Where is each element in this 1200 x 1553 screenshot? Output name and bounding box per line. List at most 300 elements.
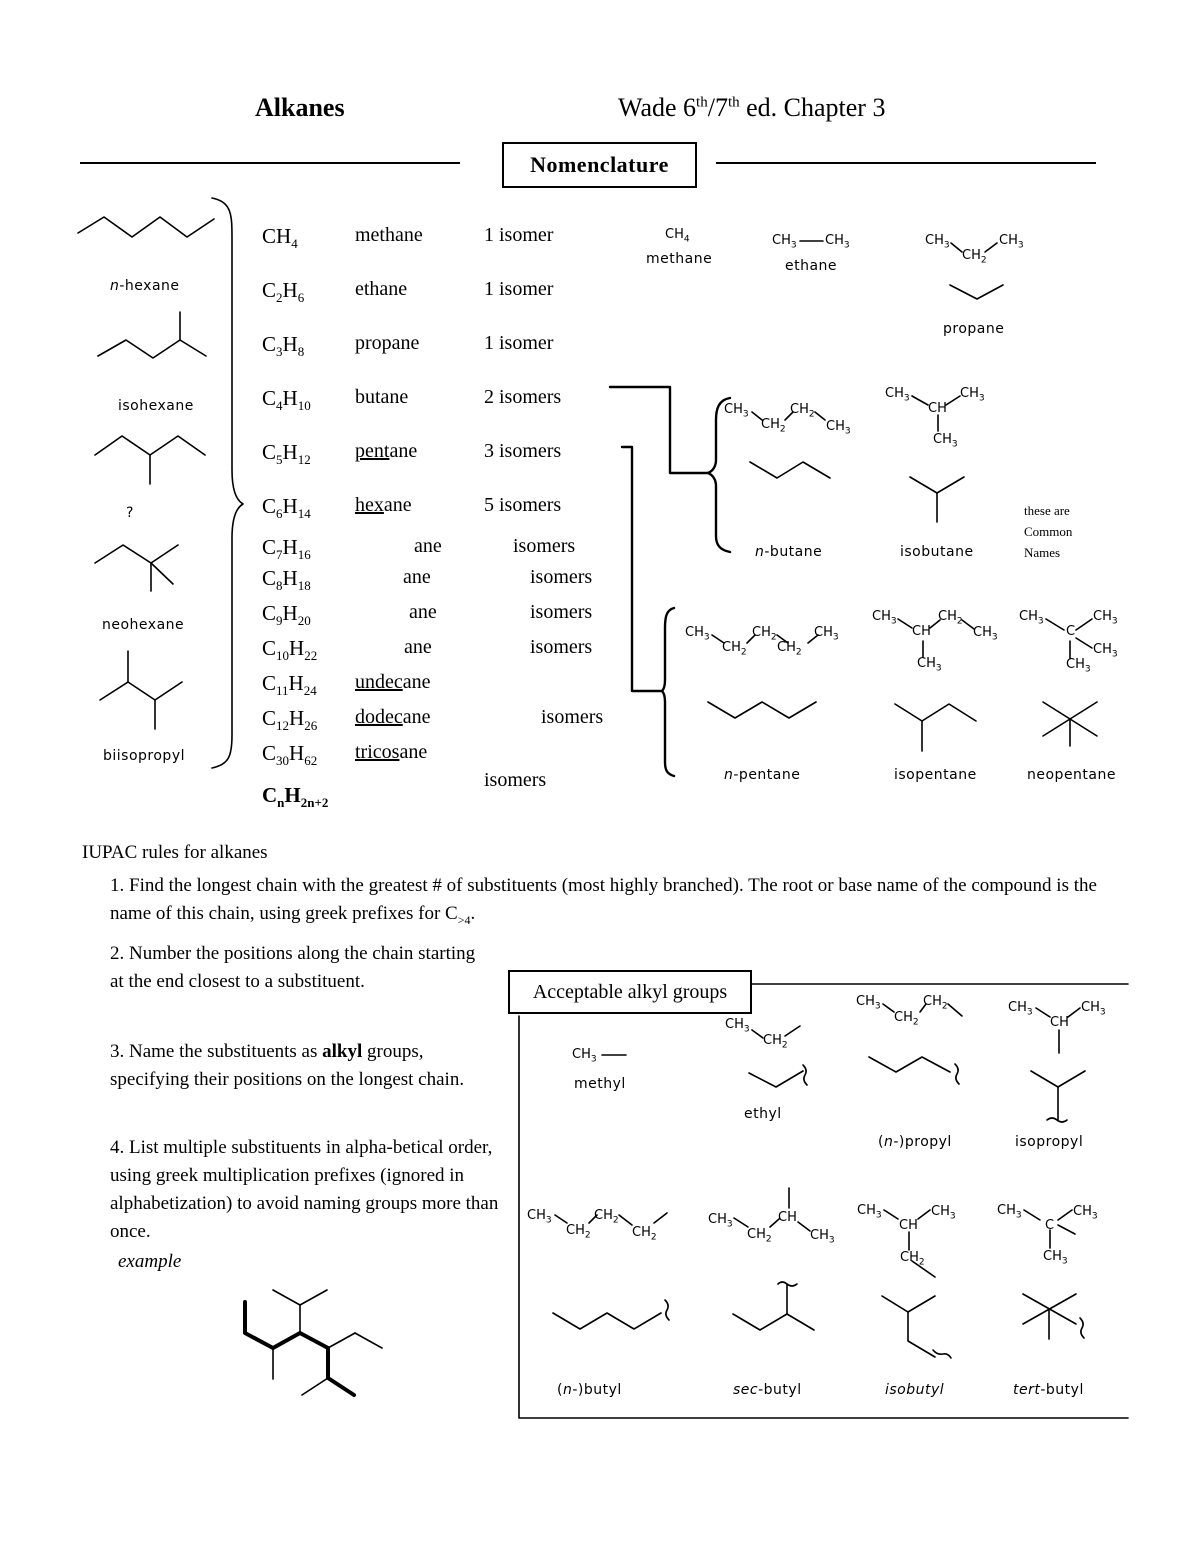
sec-prefix: sec [733,1382,759,1398]
formula-element: C [262,440,277,464]
label-isohexane: isohexane [118,398,194,414]
formula-element: C [262,494,277,518]
formula-subscript: 20 [297,613,311,629]
rule-3-pre: 3. Name the substituents as [110,1041,323,1062]
ch3-text: CH [527,1208,546,1223]
formula-element: C [262,741,277,765]
series-name [355,440,417,463]
subtitle-slash: /7 [707,93,728,122]
sub3: 3 [742,409,749,420]
paren-close: -) [572,1382,584,1398]
series-isomers: isomers [541,706,604,728]
sec-butyl-ch: CH [778,1210,797,1225]
ch3-text: CH [685,625,704,640]
name-suffix: ane [409,601,437,623]
methyl-formula [572,1047,597,1065]
formula-element: H [289,636,305,660]
ch2-text: CH [752,625,771,640]
isobutyl-ch: CH [899,1218,918,1233]
ch3-text: CH [1043,1249,1062,1264]
sub3: 3 [890,616,897,627]
series-name [355,671,431,694]
formula-subscript: 10 [297,398,311,414]
sub3: 3 [726,1219,733,1230]
ch3-text: CH [725,1017,744,1032]
series-formula [262,636,317,664]
formula-subscript: 62 [304,753,318,769]
propyl-ch2-b [923,994,948,1012]
isobutane-ch3-right [960,386,985,404]
ethyl-skeleton [749,1071,803,1087]
series-name [355,706,431,729]
iupac-rule-2: 2. Number the positions along the chain starting at the end closest to a substituent. [110,943,476,992]
propane-skeleton [950,285,1003,299]
subtitle-post: ed. Chapter 3 [739,93,886,122]
sub2: 2 [770,632,777,643]
formula-element: C [262,671,277,695]
paren-open: ( [557,1382,563,1398]
sub3: 3 [943,240,950,251]
series-name [355,494,412,517]
sub2: 2 [584,1230,591,1241]
butyl-c2 [566,1223,591,1241]
formula-subscript: 26 [304,718,318,734]
sub3: 3 [1099,1007,1106,1018]
n-prefix: n [724,767,734,783]
series-name [403,566,431,589]
ethyl-ch2 [763,1033,788,1051]
formula-element: C [262,224,277,248]
isopentane-ch: CH [912,624,931,639]
sub3: 3 [935,663,942,674]
ch2-text: CH [594,1208,613,1223]
formula-subscript: 4 [276,398,283,414]
neopentane-c4 [1093,642,1118,660]
formula-subscript: 10 [276,648,290,664]
series-isomers: 3 isomers [484,440,562,462]
butane-connector [610,387,708,473]
neopentane-c: C [1066,624,1076,639]
ch3-text: CH [772,233,791,248]
n-prefix: n [755,544,765,560]
butyl-skeleton [553,1313,661,1329]
series-name [404,636,432,659]
isobutyl-ch3-right [931,1204,956,1222]
ch3-text: CH [925,233,944,248]
n-prefix: n [110,278,120,294]
formula-element: H [289,706,305,730]
formula-element: H [282,601,298,625]
ch3-text: CH [572,1047,591,1062]
formula-element: C [262,636,277,660]
ch2-text: CH [923,994,942,1009]
sub3: 3 [1111,616,1118,627]
paren-close: -) [893,1134,905,1150]
tert-butyl-name: -butyl [1040,1382,1084,1398]
formula-element: C [262,332,277,356]
sub3: 3 [991,632,998,643]
neopentane-c1 [1019,609,1044,627]
butyl-label [557,1382,622,1398]
butyl-c3 [594,1208,619,1226]
formula-element: H [288,671,304,695]
formula-subscript: 14 [297,506,311,522]
tert-butyl-c4 [1043,1249,1068,1267]
formula-subscript: 30 [276,753,290,769]
ch2-text: CH [761,417,780,432]
iupac-rule-4: 4. List multiple substituents in alpha-betical order, using greek multiplication prefixes (ignored in alphabetization) to avoid naming groups more than once. [110,1137,499,1242]
ch2-text: CH [632,1225,651,1240]
name-suffix: ane [414,535,442,557]
formula-subscript: 4 [291,236,298,252]
name-prefix: undec [355,671,403,693]
sub3: 3 [951,439,958,450]
formula-element: H [282,535,298,559]
ch3-text: CH [960,386,979,401]
propyl-skeleton [869,1057,950,1072]
n-prefix: n [883,1134,894,1150]
sub2: 2 [612,1215,619,1226]
formula-subscript: 6 [297,290,305,306]
name-suffix: ane [402,706,431,728]
neopentane-c5 [1066,657,1091,675]
sub2: 2 [765,1234,772,1245]
ch-text: CH [665,227,684,242]
series-name [355,332,419,355]
neopentane-label: neopentane [1027,767,1116,783]
ch3-text: CH [997,1203,1016,1218]
isopropyl-ch3-right [1081,1000,1106,1018]
formula-element: H [289,741,305,765]
formula-subscript: 22 [304,648,318,664]
sub3: 3 [949,1211,956,1222]
formula-element: C [262,278,277,302]
formula-element: H [282,278,298,302]
sub3: 3 [790,240,797,251]
propane-ch3-right [999,233,1024,251]
ch3-text: CH [708,1212,727,1227]
general-h-sub: 2n+2 [300,795,329,811]
rule-3-post: groups, specifying their positions on the longest chain. [110,1041,465,1090]
name-suffix: ane [402,671,431,693]
series-name [355,224,423,247]
n-butane-skeleton [750,462,830,478]
isopentane-skeleton [895,704,976,721]
sec-butyl-skeleton [733,1314,814,1330]
isobutane-skeleton [910,477,964,493]
formula-element: H [282,494,298,518]
isobutyl-label: isobutyl [885,1382,945,1398]
n-butane-name: -butane [764,544,823,560]
formula-subscript: 12 [297,452,311,468]
ch2-text: CH [566,1223,585,1238]
sub3: 3 [743,1024,750,1035]
n-pentane-skeleton [708,702,816,718]
ch3-text: CH [810,1228,829,1243]
tert-prefix: tert [1013,1382,1041,1398]
ch3-text: CH [1019,609,1038,624]
tert-butyl-c1 [997,1203,1022,1221]
subtitle-sup1: th [696,94,708,111]
sec-butyl-c2 [747,1227,772,1245]
sub3: 3 [903,393,910,404]
methyl-label: methyl [574,1076,626,1092]
propyl-label [878,1134,952,1150]
isohexane-skeleton [98,340,206,358]
isopentane-ch2 [938,609,963,627]
propane-ch3-left [925,233,950,251]
formula-subscript: 18 [297,578,311,594]
series-name [414,535,442,558]
isobutane-ch3-bottom [933,432,958,450]
formula-subscript: 8 [276,578,283,594]
sub2: 2 [781,1040,788,1051]
alkyl-title-text: Acceptable alkyl groups [532,980,728,1003]
methane-formula [665,227,690,245]
butyl-c1 [527,1208,552,1226]
ch3-text: CH [1093,642,1112,657]
formula-element: C [262,566,277,590]
rule-3-bold: alkyl [322,1041,363,1062]
series-formula [262,494,311,522]
iupac-rule-1 [110,872,1110,934]
series-isomers: 1 isomer [484,278,554,300]
name-prefix: dodec [355,706,403,728]
formula-element: C [262,535,277,559]
ethane-label: ethane [785,258,838,274]
name-suffix: ethane [355,278,408,300]
sub2: 2 [941,1001,948,1012]
propane-label: propane [943,321,1005,337]
neopentane-c3 [1093,609,1118,627]
formula-element: C [262,601,277,625]
isobutane-label: isobutane [900,544,974,560]
section-title: Nomenclature [530,152,669,177]
ch3-text: CH [1066,657,1085,672]
name-suffix: ane [404,636,432,658]
formula-element: H [282,386,298,410]
label-neohexane: neohexane [102,617,185,633]
series-isomers: isomers [513,535,576,557]
n-butane-c1 [724,402,749,420]
sub2: 2 [956,616,963,627]
sec-butyl-name: -butyl [758,1382,802,1398]
formula-element: H [282,440,298,464]
isopentane-c1 [872,609,897,627]
iupac-rule-3 [110,1038,500,1094]
n-pentane-name: -pentane [733,767,801,783]
ch2-text: CH [938,609,957,624]
name-suffix: butane [355,386,409,408]
n-butane-c3 [790,402,815,420]
name-suffix: ane [389,440,418,462]
sub3: 3 [875,1210,882,1221]
sub3: 3 [1061,1256,1068,1267]
series-formula [262,386,311,414]
propyl-ch2-a [894,1010,919,1028]
formula-subscript: 16 [297,547,311,563]
label-unknown: ? [126,505,134,521]
tert-butyl-c: C [1045,1218,1055,1233]
isobutane-ch3-left [885,386,910,404]
ch2-text: CH [894,1010,913,1025]
sub2: 2 [918,1257,925,1268]
ch3-text: CH [857,1203,876,1218]
sub3: 3 [1026,1007,1033,1018]
sub3: 3 [874,1001,881,1012]
ch2-text: CH [722,640,741,655]
n-pentane-c5 [814,625,839,643]
ch2-text: CH [962,248,981,263]
formula-subscript: 5 [276,452,283,468]
isobutyl-ch2 [900,1250,925,1268]
tert-butyl-label [1013,1382,1084,1398]
subtitle-sup2: th [727,94,740,111]
ch3-text: CH [933,432,952,447]
sub2: 2 [980,255,987,266]
isopropyl-ch3-left [1008,1000,1033,1018]
sub3: 3 [1091,1211,1098,1222]
sub3: 3 [1084,664,1091,675]
series-name [409,601,437,624]
rule-1-text: 1. Find the longest chain with the greatest # of substituents (most highly branched). The root or base name of the compound is the name of this chain, using greek prefixes for C [110,875,1097,924]
formula-element: H [282,566,298,590]
sub3: 3 [1111,649,1118,660]
isopentane-c4 [973,625,998,643]
propyl-ch3 [856,994,881,1012]
isobutane-ch: CH [928,401,947,416]
sec-butyl-label [733,1382,802,1398]
n-pentane-c3 [752,625,777,643]
sub2: 2 [779,424,786,435]
label-n-hexane [110,278,180,294]
sub3: 3 [832,632,839,643]
name-suffix: methane [355,224,423,246]
n-butane-c4 [826,419,851,437]
example-label: example [118,1251,182,1272]
formula-element: H [276,224,292,248]
series-isomers: 5 isomers [484,494,562,516]
pentane-connector [622,447,662,691]
ch3-text: CH [1093,609,1112,624]
sub3: 3 [1017,240,1024,251]
ch3-text: CH [872,609,891,624]
iupac-heading: IUPAC rules for alkanes [82,842,268,863]
sub3: 3 [978,393,985,404]
ch2-text: CH [747,1227,766,1242]
name-suffix: ane [403,566,431,588]
butyl-name: butyl [583,1382,622,1398]
isopropyl-ch: CH [1050,1015,1069,1030]
ethane-formula-left [772,233,797,251]
series-formula [262,741,317,769]
ethyl-label: ethyl [744,1106,782,1122]
methane-label: methane [646,251,713,267]
ch2-text: CH [790,402,809,417]
formula-element: H [282,332,298,356]
series-isomers: isomers [530,601,593,623]
sub2: 2 [912,1017,919,1028]
sec-butyl-c1 [708,1212,733,1230]
general-formula [262,783,328,811]
paren-open: ( [878,1134,884,1150]
formula-element: C [262,706,277,730]
sub3: 3 [590,1054,597,1065]
isopentane-label: isopentane [894,767,977,783]
ch3-text: CH [1008,1000,1027,1015]
label-biisopropyl: biisopropyl [103,748,185,764]
rule-1-sub: >4 [457,912,471,927]
formula-subscript: 6 [276,506,283,522]
ch3-text: CH [724,402,743,417]
series-formula [262,224,298,252]
methylpentane-skeleton [95,436,205,455]
series-brace [212,198,243,768]
formula-subscript: 9 [276,613,283,629]
series-formula [262,278,304,306]
tert-butyl-c3 [1073,1204,1098,1222]
sub4: 4 [683,234,690,245]
sub2: 2 [808,409,815,420]
series-formula [262,566,311,594]
sub3: 3 [844,426,851,437]
ch3-text: CH [814,625,833,640]
ch3-text: CH [856,994,875,1009]
ch3-text: CH [999,233,1018,248]
propyl-name: propyl [904,1134,952,1150]
ch3-text: CH [826,419,845,434]
series-name [355,386,408,409]
sub3: 3 [545,1215,552,1226]
series-name [355,741,427,764]
sub3: 3 [1037,616,1044,627]
ethyl-ch3 [725,1017,750,1035]
name-suffix: ane [383,494,412,516]
formula-element: C [262,386,277,410]
isobutyl-ch3-left [857,1203,882,1221]
name-suffix: propane [355,332,420,354]
sub3: 3 [1015,1210,1022,1221]
neohexane-skeleton [95,545,151,563]
n-butane-label [755,544,822,560]
general-h: H [284,783,301,807]
n-butane-c2 [761,417,786,435]
sub2: 2 [650,1232,657,1243]
butyl-c4 [632,1225,657,1243]
series-isomers: isomers [530,566,593,588]
sub3: 3 [843,240,850,251]
ch2-text: CH [900,1250,919,1265]
ch3-text: CH [973,625,992,640]
isopentane-c5 [917,656,942,674]
isopropyl-skeleton [1031,1071,1085,1087]
subtitle-pre: Wade 6 [618,93,697,122]
name-prefix: hex [355,494,384,516]
n-prefix: n [562,1382,573,1398]
n-pentane-c1 [685,625,710,643]
series-formula [262,706,317,734]
name-prefix: pent [355,440,390,462]
formula-subscript: 7 [276,547,283,563]
ethane-formula-right [825,233,850,251]
general-isomers: isomers [484,769,547,791]
formula-subscript: 2 [276,290,283,306]
ch3-text: CH [885,386,904,401]
formula-subscript: 11 [276,683,289,699]
general-c: C [262,783,278,807]
n-pentane-label [724,767,800,783]
sub2: 2 [740,647,747,658]
